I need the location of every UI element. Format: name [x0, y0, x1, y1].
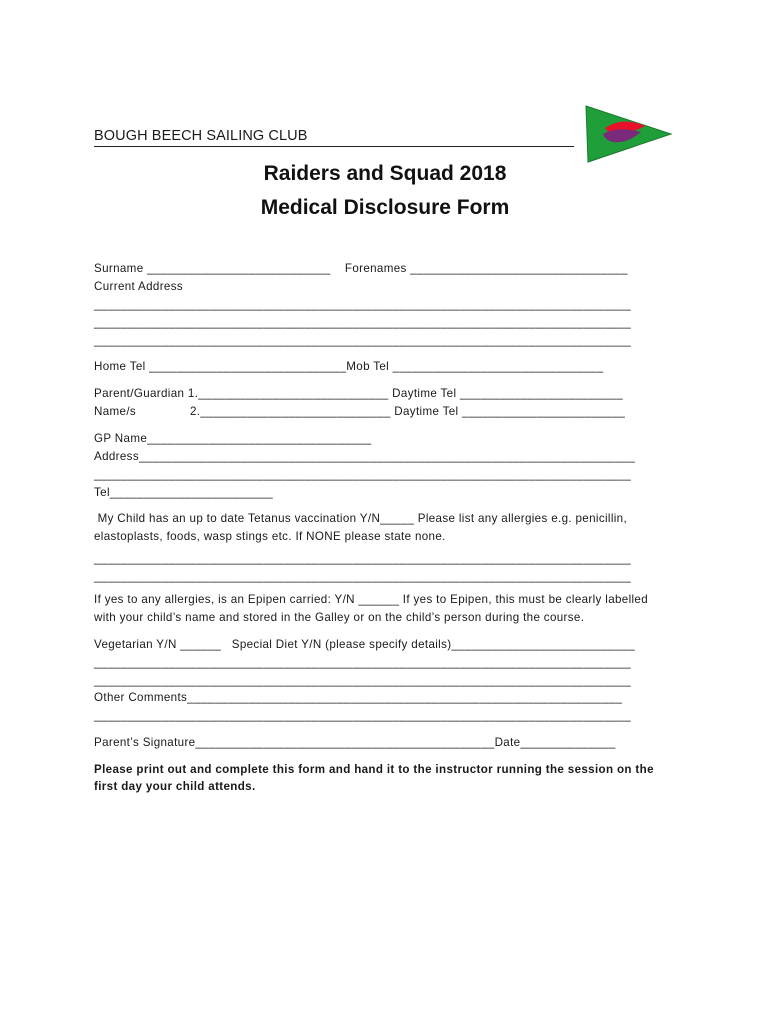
diet-line[interactable]: _______________________________________________________________________________ — [94, 674, 632, 687]
club-name: BOUGH BEECH SAILING CLUB — [94, 128, 574, 147]
gp-address-line[interactable]: _______________________________________________________________________________ — [94, 468, 632, 481]
tetanus-question: My Child has an up to date Tetanus vaccination Y/N_____ Please list any allergies e.g. penicillin, — [94, 512, 628, 525]
address-line[interactable]: _______________________________________________________________________________ — [94, 334, 632, 347]
home-mob-tel-field[interactable]: Home Tel _____________________________Mob Tel _______________________________ — [94, 360, 604, 373]
gp-tel-field[interactable]: Tel________________________ — [94, 486, 274, 499]
parent-names-label: Name/s — [94, 405, 137, 418]
gp-name-field[interactable]: GP Name_________________________________ — [94, 432, 372, 445]
address-line[interactable]: _______________________________________________________________________________ — [94, 316, 632, 329]
tetanus-question-cont: elastoplasts, foods, wasp stings etc. If NONE please state none. — [94, 530, 446, 543]
parent-guardian-1-field[interactable]: Parent/Guardian 1.____________________________ Daytime Tel ________________________ — [94, 387, 624, 400]
address-line[interactable]: _______________________________________________________________________________ — [94, 298, 632, 311]
club-flag-logo — [574, 86, 675, 169]
instruction-text-cont: first day your child attends. — [94, 780, 256, 793]
current-address-label: Current Address — [94, 280, 184, 293]
gp-address-field[interactable]: Address_________________________________________________________________________ — [94, 450, 636, 463]
vegetarian-diet-field[interactable]: Vegetarian Y/N ______ Special Diet Y/N (please specify details)___________________________ — [94, 638, 635, 651]
epipen-question: If yes to any allergies, is an Epipen carried: Y/N ______ If yes to Epipen, this must be clearly labelled — [94, 593, 649, 606]
instruction-text: Please print out and complete this form and hand it to the instructor running the session on the — [94, 763, 654, 776]
other-comments-line[interactable]: _______________________________________________________________________________ — [94, 709, 632, 722]
parent-guardian-2-field[interactable]: 2.____________________________ Daytime Tel ________________________ — [190, 405, 626, 418]
diet-line[interactable]: _______________________________________________________________________________ — [94, 656, 632, 669]
surname-forenames-field[interactable]: Surname ___________________________ Forenames ________________________________ — [94, 262, 628, 275]
form-title-line2: Medical Disclosure Form — [260, 196, 510, 219]
allergy-line[interactable]: _______________________________________________________________________________ — [94, 552, 632, 565]
epipen-question-cont: with your child’s name and stored in the Galley or on the child’s person during the course. — [94, 611, 585, 624]
form-title-line1: Raiders and Squad 2018 — [263, 162, 507, 185]
signature-date-field[interactable]: Parent’s Signature____________________________________________Date______________ — [94, 736, 616, 749]
allergy-line[interactable]: _______________________________________________________________________________ — [94, 570, 632, 583]
other-comments-field[interactable]: Other Comments________________________________________________________________ — [94, 691, 623, 704]
